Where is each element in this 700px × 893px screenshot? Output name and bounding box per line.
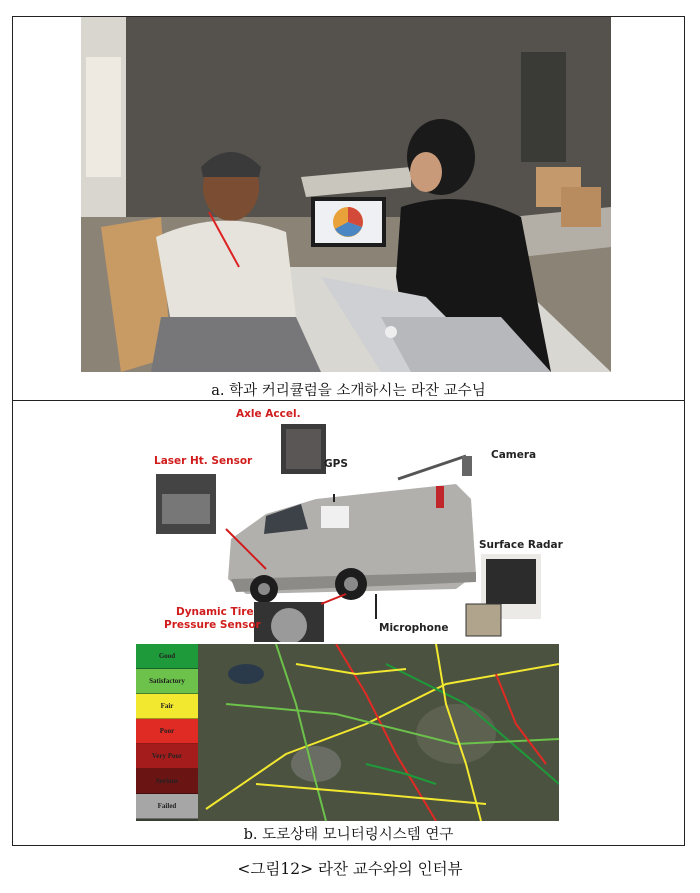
- legend-poor: Poor: [136, 719, 198, 744]
- road-condition-map: [136, 644, 559, 821]
- condition-legend: [136, 644, 198, 821]
- camera-label: Camera: [491, 449, 537, 461]
- figure-caption: <그림12> 라잔 교수와의 인터뷰: [237, 860, 463, 878]
- figure-table: [12, 16, 685, 846]
- tire-sensor-label-line2: Pressure Sensor: [164, 619, 261, 631]
- panel-a-caption: a. 학과 커리큘럼을 소개하시는 라잔 교수님: [211, 383, 486, 399]
- monitoring-system-figure: [136, 404, 563, 822]
- legend-failed: Failed: [136, 794, 198, 819]
- panel-b-caption: b. 도로상태 모니터링시스템 연구: [243, 827, 454, 843]
- tire-sensor-label-line1: Dynamic Tire: [176, 606, 254, 618]
- row-divider: [13, 400, 684, 401]
- legend-serious: Serious: [136, 769, 198, 794]
- legend-good: Good: [136, 644, 198, 669]
- legend-satisfactory: Satisfactory: [136, 669, 198, 694]
- surface-radar-label: Surface Radar: [479, 539, 563, 551]
- legend-very-poor: Very Poor: [136, 744, 198, 769]
- legend-fair: Fair: [136, 694, 198, 719]
- microphone-label: Microphone: [379, 622, 449, 634]
- axle-accel-label: Axle Accel.: [236, 408, 301, 420]
- laser-sensor-label: Laser Ht. Sensor: [154, 455, 253, 467]
- interview-photo: [81, 17, 611, 372]
- sensor-van-diagram: [136, 404, 563, 642]
- gps-label: GPS: [324, 458, 348, 470]
